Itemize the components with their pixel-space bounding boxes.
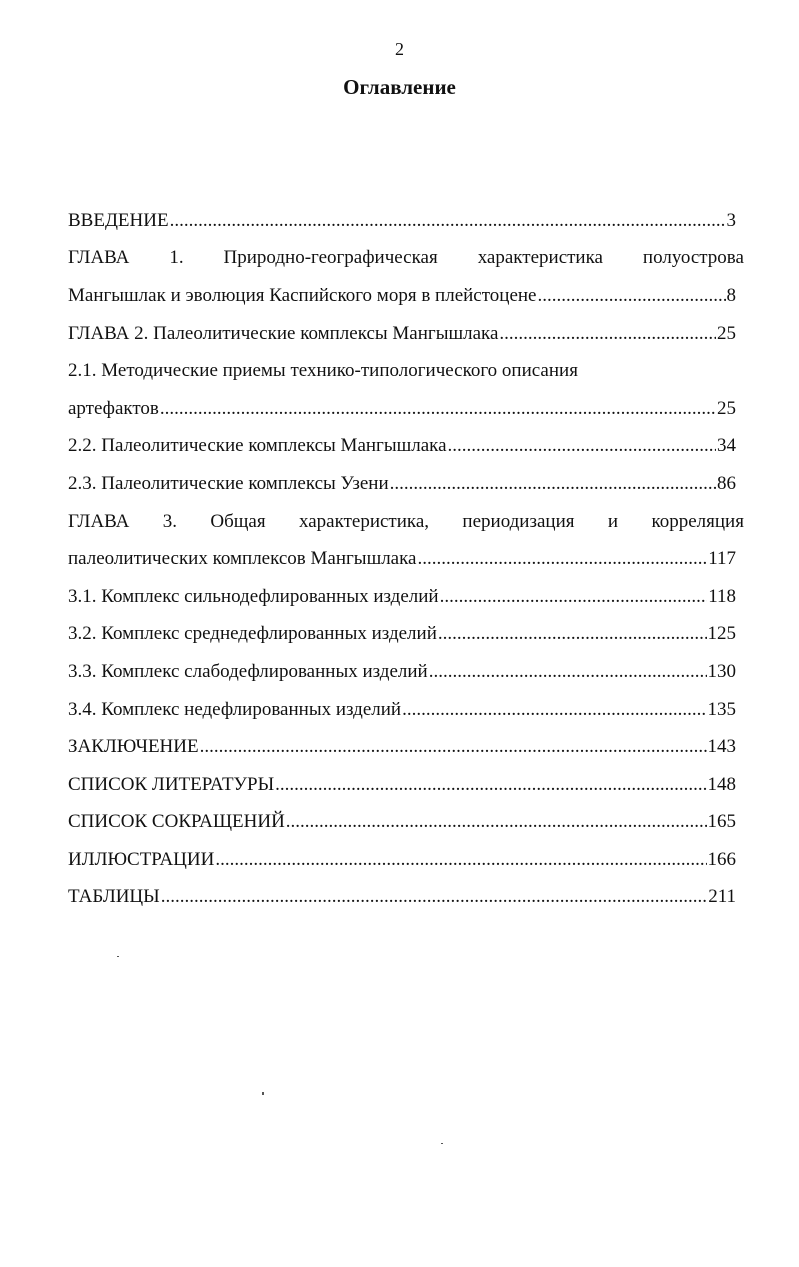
toc-entry-label: СПИСОК СОКРАЩЕНИЙ	[68, 811, 285, 833]
toc-entry-label: 2.2. Палеолитические комплексы Мангышлака	[68, 435, 447, 457]
toc-entry-section-3-3[interactable]	[68, 653, 744, 691]
dot-leader	[160, 397, 716, 421]
dot-leader	[440, 585, 708, 609]
toc-entry-chapter-3-cont[interactable]	[68, 540, 744, 578]
dot-leader	[448, 434, 716, 458]
toc-entry-section-2-1-cont[interactable]	[68, 390, 744, 428]
scan-speck	[262, 1092, 264, 1095]
toc-word: корреляция	[651, 510, 744, 532]
toc-entry-section-2-2[interactable]	[68, 428, 744, 466]
toc-entry-label: СПИСОК ЛИТЕРАТУРЫ	[68, 773, 275, 795]
toc-entry-page: 211	[708, 886, 736, 908]
dot-leader	[215, 848, 706, 872]
toc-entry-chapter-3[interactable]	[68, 503, 744, 541]
toc-entry-label: Мангышлак и эволюция Каспийского моря в плейстоцене	[68, 284, 537, 306]
toc-entry-label: 3.1. Комплекс сильнодефлированных изделий	[68, 585, 439, 607]
toc-entry-label: 2.3. Палеолитические комплексы Узени	[68, 472, 389, 494]
dot-leader	[200, 735, 707, 759]
dot-leader	[161, 885, 707, 909]
toc-entry-abbreviations[interactable]	[68, 804, 744, 842]
toc-entry-page: 165	[707, 811, 736, 833]
toc-entry-label: 3.4. Комплекс недефлированных изделий	[68, 698, 402, 720]
dot-leader	[402, 698, 706, 722]
toc-entry-label: палеолитических комплексов Мангышлака	[68, 548, 417, 570]
toc-entry-page: 143	[707, 736, 736, 758]
dot-leader	[170, 209, 726, 233]
dot-leader	[418, 547, 708, 571]
toc-word: Природно-географическая	[223, 247, 438, 269]
dot-leader	[438, 622, 707, 646]
toc-entry-label: 3.2. Комплекс среднедефлированных изделий	[68, 623, 437, 645]
toc-word: ГЛАВА	[68, 247, 130, 269]
toc-word: 3.	[162, 510, 178, 532]
toc-entry-chapter-2[interactable]	[68, 315, 744, 353]
toc-entry-page: 86	[717, 472, 736, 494]
toc-entry-literature[interactable]	[68, 766, 744, 804]
toc-entry-label: 2.1. Методические приемы технико-типологического описания	[68, 360, 578, 382]
toc-entry-intro[interactable]	[68, 202, 744, 240]
dot-leader	[275, 773, 706, 797]
toc-entry-label: ГЛАВА 2. Палеолитические комплексы Мангышлака	[68, 322, 499, 344]
toc-entry-conclusion[interactable]	[68, 728, 744, 766]
scan-speck	[441, 1143, 443, 1144]
toc-word: полуострова	[642, 247, 744, 269]
page-title: Оглавление	[343, 75, 456, 99]
toc-entry-page: 130	[707, 660, 736, 682]
toc-entry-page: 135	[707, 698, 736, 720]
toc-word: Общая	[210, 510, 266, 532]
toc-entry-page: 3	[726, 209, 736, 231]
toc-entry-chapter-1[interactable]	[68, 240, 744, 278]
dot-leader	[429, 660, 707, 684]
scan-speck	[117, 956, 119, 957]
page-number: 2	[395, 39, 404, 59]
toc-entry-section-3-4[interactable]	[68, 691, 744, 729]
toc-entry-label: ЗАКЛЮЧЕНИЕ	[68, 736, 199, 758]
toc-entry-label: ВВЕДЕНИЕ	[68, 209, 169, 231]
dot-leader	[286, 810, 707, 834]
toc-entry-page: 34	[717, 435, 736, 457]
toc-entry-label: артефактов	[68, 397, 159, 419]
toc-entry-section-3-1[interactable]	[68, 578, 744, 616]
toc-entry-illustrations[interactable]	[68, 841, 744, 879]
toc-entry-page: 118	[708, 585, 736, 607]
toc-entry-tables[interactable]	[68, 879, 744, 917]
toc-entry-page: 25	[717, 397, 736, 419]
toc-word: ГЛАВА	[68, 510, 130, 532]
toc-entry-label: 3.3. Комплекс слабодефлированных изделий	[68, 660, 428, 682]
toc-entry-page: 125	[707, 623, 736, 645]
toc-entry-label: ИЛЛЮСТРАЦИИ	[68, 848, 215, 870]
dot-leader	[537, 284, 725, 308]
toc-word: характеристика,	[299, 510, 430, 532]
toc-entry-page: 8	[726, 284, 736, 306]
toc-entry-section-2-1[interactable]	[68, 352, 744, 390]
toc-entry-chapter-1-cont[interactable]	[68, 277, 744, 315]
dot-leader	[499, 322, 716, 346]
toc-word: 1.	[169, 247, 184, 269]
toc-entry-page: 25	[717, 322, 736, 344]
toc-word: характеристика	[477, 247, 603, 269]
toc-entry-page: 117	[708, 548, 736, 570]
toc-entry-page: 148	[707, 773, 736, 795]
toc-word: периодизация	[462, 510, 575, 532]
toc-word: и	[607, 510, 619, 532]
toc-entry-section-2-3[interactable]	[68, 465, 744, 503]
table-of-contents	[68, 202, 744, 916]
toc-entry-label: ТАБЛИЦЫ	[68, 886, 160, 908]
dot-leader	[390, 472, 716, 496]
toc-entry-page: 166	[707, 848, 736, 870]
toc-entry-section-3-2[interactable]	[68, 616, 744, 654]
